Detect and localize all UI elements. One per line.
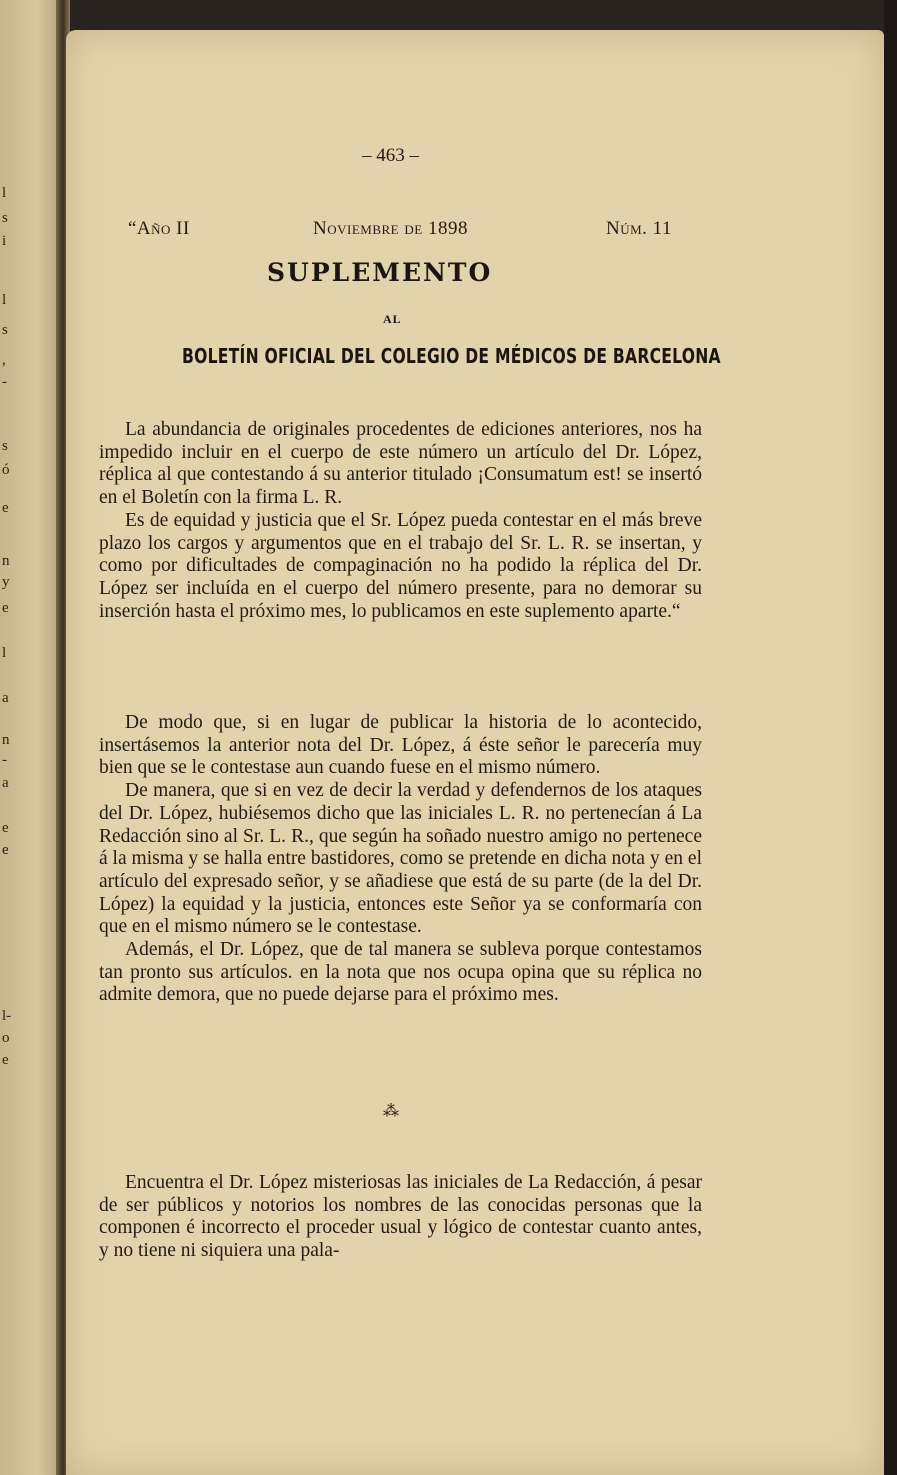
facing-page-fragment: l <box>2 185 7 201</box>
facing-page-fragment: e <box>2 820 9 836</box>
facing-page-fragment: , <box>2 352 6 368</box>
facing-page-fragment: e <box>2 1052 9 1068</box>
paragraph: Además, el Dr. López, que de tal manera se subleva porque contestamos tan pronto sus artículos. en la nota que nos ocupa opina que su réplica no admite demora, que no puede dejarse para el próximo mes. <box>99 939 702 1006</box>
paragraph: De manera, que si en vez de decir la verdad y defendernos de los ataques del Dr. López, hubiésemos dicho que las iniciales L. R. no pertenecían á La Redacción sino al Sr. L. R., que según ha soñado nuestro amigo no pertenece á la misma y se halla entre bastidores, como se pretende en dicha nota y en el artículo del expresado señor, y se añadiese que está de su parte (de la del Dr. López) la equidad y la justicia, entonces este Señor ya se conformaría con que en el mismo número se le contestase. <box>99 780 702 938</box>
facing-page-fragment: l <box>2 645 7 661</box>
document-title: SUPLEMENTO <box>267 258 493 287</box>
issue-header <box>128 218 680 244</box>
paragraph: Encuentra el Dr. López misteriosas las iniciales de La Redacción, á pesar de ser públicos y notorios los nombres de las conocidas personas que la componen é incorrecto el proceder usual y lógico de contestar cuanto antes, y no tiene ni siquiera una pala- <box>99 1172 702 1262</box>
issue-date: Noviembre de 1898 <box>313 218 468 239</box>
facing-page-fragment: y <box>2 574 10 590</box>
issue-year: “Año II <box>128 218 190 239</box>
facing-page-fragment: n <box>2 732 10 748</box>
facing-page-fragment: s <box>2 210 8 226</box>
paragraph: La abundancia de originales procedentes de ediciones anteriores, nos ha impedido incluir en el cuerpo de este número un artículo del Dr. López, réplica al que contestando á su anterior titulado ¡Consumatum est! se insertó en el Boletín con la firma L. R. <box>99 419 702 509</box>
facing-page-fragment: l <box>2 292 7 308</box>
facing-page-fragment: e <box>2 842 9 858</box>
facing-page-edge <box>0 0 62 1475</box>
document-subtitle: BOLETÍN OFICIAL DEL COLEGIO DE MÉDICOS DE BARCELONA <box>182 344 721 368</box>
facing-page-fragment: - <box>2 752 7 768</box>
facing-page-fragment: e <box>2 500 9 516</box>
section-reply <box>99 712 702 1007</box>
asterism-separator: ⁂ <box>383 1103 399 1120</box>
title-connector: AL <box>383 312 402 326</box>
facing-page-fragment: a <box>2 690 9 706</box>
facing-page-fragment: ó <box>2 462 10 478</box>
facing-page-fragment: e <box>2 600 9 616</box>
facing-page-fragment: o <box>2 1030 10 1046</box>
issue-number: Núm. 11 <box>606 218 672 239</box>
facing-page-fragment: a <box>2 775 9 791</box>
facing-page-fragment: s <box>2 438 8 454</box>
facing-page-fragment: n <box>2 553 10 569</box>
section-continuation <box>99 1172 702 1263</box>
paragraph: Es de equidad y justicia que el Sr. López pueda contestar en el más breve plazo los cargos y argumentos que en el trabajo del Sr. L. R. se insertan, y como por dificultades de compaginación no ha podido la réplica del Dr. López ser incluída en el cuerpo del número presente, para no demorar su inserción hasta el próximo mes, lo publicamos en este suplemento aparte.“ <box>99 509 702 622</box>
facing-page-fragment: l- <box>2 1008 12 1024</box>
facing-page-fragment: s <box>2 322 8 338</box>
paragraph: De modo que, si en lugar de publicar la historia de lo acontecido, insertásemos la anterior nota del Dr. López, á éste señor le parecería muy bien que se le contestase aun cuando fuese en el mismo número. <box>99 712 702 779</box>
facing-page-fragment: i <box>2 233 7 249</box>
facing-page-fragment: - <box>2 374 7 390</box>
section-notice <box>99 419 702 623</box>
page-number: – 463 – <box>362 145 419 166</box>
scan-border <box>884 0 897 1475</box>
